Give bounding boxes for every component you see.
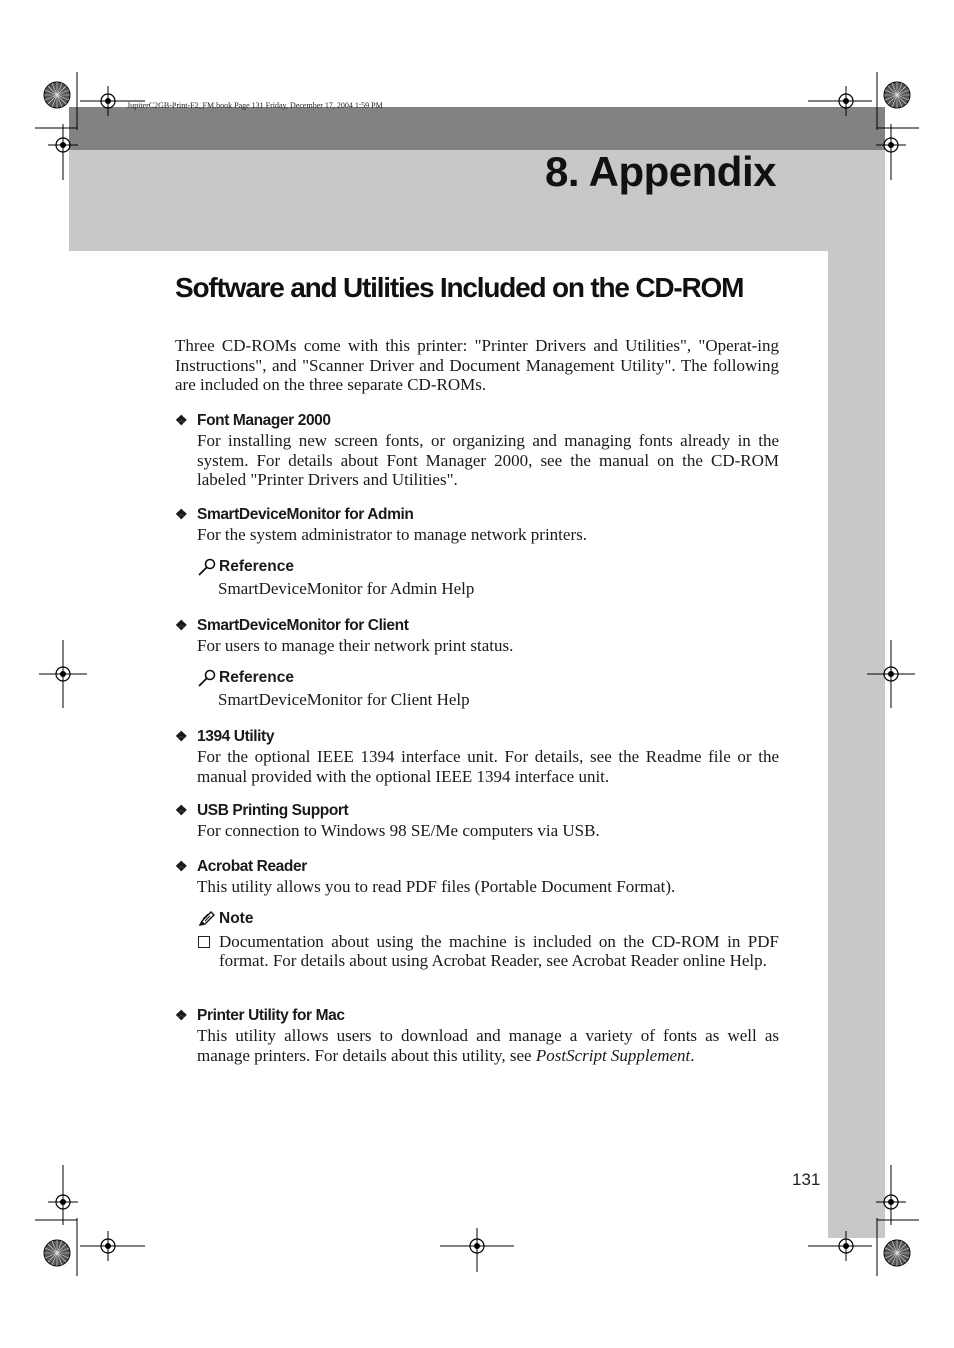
reference-text: SmartDeviceMonitor for Client Help (218, 689, 470, 709)
diamond-bullet-icon: ❖ (175, 1007, 188, 1023)
magnifier-reference-icon (197, 558, 217, 576)
description-end: . (690, 1045, 695, 1065)
diamond-bullet-icon: ❖ (175, 617, 188, 633)
side-tab-band (828, 251, 885, 1238)
note-item (197, 932, 779, 971)
item-title: Font Manager 2000 (197, 412, 331, 429)
note-heading (197, 909, 779, 929)
item-description: For connection to Windows 98 SE/Me computers via USB. (197, 821, 600, 840)
diamond-bullet-icon: ❖ (175, 802, 188, 818)
item-title: SmartDeviceMonitor for Client (197, 617, 409, 634)
header-band-dark (69, 107, 885, 150)
item-title: 1394 Utility (197, 728, 275, 745)
item-heading (175, 504, 779, 525)
item-acrobat-reader (175, 856, 779, 971)
item-title: Acrobat Reader (197, 858, 307, 875)
item-font-manager (175, 410, 779, 490)
item-description: For the system administrator to manage network printers. (197, 525, 587, 544)
note-text: Documentation about using the machine is included on the CD-ROM in PDF format. For details about using Acrobat Reader, see Acrobat Reader online Help. (219, 931, 779, 970)
reference-label: Reference (219, 668, 294, 686)
postscript-supplement-reference: PostScript Supplement (535, 1045, 691, 1065)
section-title: Software and Utilities Included on the CD-ROM (175, 272, 744, 303)
reference-heading (197, 668, 779, 688)
pencil-note-icon (197, 910, 217, 928)
item-heading (175, 726, 779, 747)
print-metadata-line: JupiterC2GB-Print-F2_FM.book Page 131 Friday, December 17, 2004 1:59 PM (127, 101, 383, 110)
item-sdm-client (175, 615, 779, 709)
diamond-bullet-icon: ❖ (175, 506, 188, 522)
item-printer-utility-mac (175, 1005, 779, 1065)
item-usb-printing (175, 800, 779, 841)
reference-label: Reference (219, 557, 294, 575)
description-text: This utility allows users to download and manage a variety of fonts as well as manage printers. For details about this utility, see (197, 1026, 779, 1065)
chapter-title: 8. Appendix (545, 148, 776, 195)
item-sdm-admin (175, 504, 779, 598)
item-description: For the optional IEEE 1394 interface unit. For details, see the Readme file or the manual provided with the optional IEEE 1394 interface unit. (197, 747, 779, 786)
page-number: 131 (792, 1170, 821, 1189)
item-description: This utility allows you to read PDF files (Portable Document Format). (197, 877, 676, 896)
item-description: For users to manage their network print status. (197, 636, 514, 655)
item-1394-utility (175, 726, 779, 786)
item-heading (175, 800, 779, 821)
item-description: For installing new screen fonts, or organizing and managing fonts already in the system. For details about Font Manager 2000, see the manual on the CD-ROM labeled "Printer Drivers and Utilities". (197, 431, 779, 489)
item-description (197, 1026, 779, 1065)
item-heading (175, 856, 779, 877)
intro-paragraph: Three CD-ROMs come with this printer: "Printer Drivers and Utilities", "Operat-ing Instructions", and "Scanner Driver and Document Management Utility". The following are included on the three separate CD-ROMs. (175, 336, 779, 394)
item-heading (175, 410, 779, 431)
reference-heading (197, 557, 779, 577)
item-heading (175, 615, 779, 636)
magnifier-reference-icon (197, 669, 217, 687)
reference-text: SmartDeviceMonitor for Admin Help (218, 578, 475, 598)
item-title: USB Printing Support (197, 802, 349, 819)
diamond-bullet-icon: ❖ (175, 412, 188, 428)
diamond-bullet-icon: ❖ (175, 858, 188, 874)
note-label: Note (219, 909, 254, 927)
item-title: SmartDeviceMonitor for Admin (197, 506, 414, 523)
item-title: Printer Utility for Mac (197, 1007, 345, 1024)
diamond-bullet-icon: ❖ (175, 728, 188, 744)
item-heading (175, 1005, 779, 1026)
checkbox-bullet-icon (198, 936, 210, 948)
